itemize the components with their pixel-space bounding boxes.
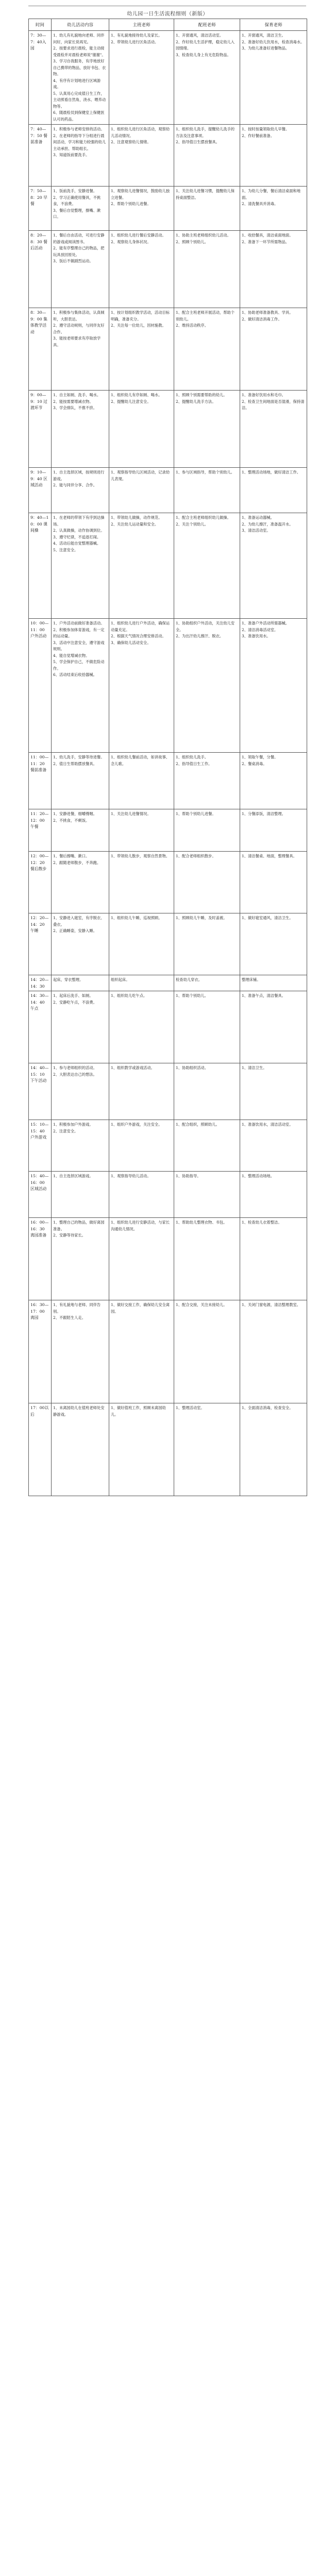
assistant-teacher-cell: 1、开窗通风，清洁活动室。 2、作好幼儿生活护理，稳定幼儿入园情绪。 3、检查幼儿身上有无危险物品。	[174, 31, 240, 125]
time-cell: 16：00—16：30 离园准备	[29, 1218, 52, 1300]
care-teacher-cell: 1、领取午餐，分餐。 2、餐桌消毒。	[240, 753, 307, 809]
lead-teacher-cell: 1、组织幼儿午睡，巡视照顾。	[109, 913, 174, 975]
time-cell: 14：20—14：30	[29, 975, 52, 991]
assistant-teacher-cell: 1、协助指导。	[174, 1172, 240, 1218]
care-teacher-cell: 1、整理活动场地。	[240, 1172, 307, 1218]
lead-teacher-cell: 1、组织幼儿进行安静活动，与家长沟通幼儿情况。	[109, 1218, 174, 1300]
lead-teacher-cell: 1、组织幼儿进行区角活动，观察幼儿活动情况。 2、注意观察幼儿情绪。	[109, 125, 174, 187]
table-row	[29, 809, 307, 852]
child-activity-cell: 1、幼儿有礼貌地向老师、同伴问好，向家长说再见。 2、按要求进行晨检，能主动接受晨检并对晨检老师说"谢谢"。 3、学习自我服务，有序地放好自己携带的物品，放好书包、衣物。 4、有序有计划地进行区域游戏。 5、认真用心完成值日生工作，主动照看自然角，浇水、喂养动物等。 6、随晨检员到保健室上保健医认可的药品。	[52, 31, 109, 125]
assistant-teacher-cell: 1、协助主班老师组织幼儿活动。 2、照顾个别幼儿。	[174, 231, 240, 308]
header-lead-teacher: 主班老师	[109, 19, 174, 31]
assistant-teacher-cell: 1、帮助个别幼儿进餐。	[174, 809, 240, 852]
care-teacher-cell: 1、准备运动器械。 2、为幼儿擦汗，准备温开水。 3、清洁活动室。	[240, 513, 307, 619]
time-cell: 12：00—12：20 餐后散步	[29, 852, 52, 913]
table-row	[29, 1403, 307, 1496]
child-activity-cell: 1、起床后洗手、如厕。 2、安静吃午点，不浪费。	[52, 991, 109, 1063]
lead-teacher-cell: 1、按计划组织教学活动，活动目标明确，准备充分。 2、关注每一位幼儿，因材施教。	[109, 308, 174, 391]
assistant-teacher-cell: 1、帮助个别幼儿。	[174, 991, 240, 1063]
table-row	[29, 125, 307, 187]
care-teacher-cell: 1、准备午点，清洁餐具。	[240, 991, 307, 1063]
care-teacher-cell: 1、收拾餐具，清洁桌面地面。 2、准备下一环节所需物品。	[240, 231, 307, 308]
time-cell: 9：40—10：00 课间操	[29, 513, 52, 619]
lead-teacher-cell: 1、做好交接工作，确保幼儿安全离园。	[109, 1300, 174, 1403]
child-activity-cell: 1、幼儿洗手，安静等待进餐。 2、值日生帮助摆放餐具。	[52, 753, 109, 809]
assistant-teacher-cell: 1、组织幼儿洗手，提醒幼儿洗手的方法及注意事项。 2、指导值日生摆放餐具。	[174, 125, 240, 187]
lead-teacher-cell: 1、组织幼儿有序如厕、喝水。 2、提醒幼儿注意安全。	[109, 391, 174, 468]
time-cell: 14：30—14：40 午点	[29, 991, 52, 1063]
lead-teacher-cell: 1、组织教学或游戏活动。	[109, 1063, 174, 1120]
time-cell: 7：40—7：50 餐前准备	[29, 125, 52, 187]
table-row	[29, 231, 307, 308]
assistant-teacher-cell: 1、帮助幼儿整理衣物、书包。	[174, 1218, 240, 1300]
care-teacher-cell: 1、协助老师准备教具、学具。 2、做好清洁消毒工作。	[240, 308, 307, 391]
lead-teacher-cell: 1、观察指导幼儿活动。	[109, 1172, 174, 1218]
table-row	[29, 753, 307, 809]
time-cell: 10：00—11：00 户外活动	[29, 619, 52, 753]
child-activity-cell: 1、积极参加户外游戏。 2、注意安全。	[52, 1120, 109, 1172]
lead-teacher-cell: 1、观察指导幼儿区域活动，记录幼儿表现。	[109, 468, 174, 513]
care-teacher-cell: 1、准备好饮用水和毛巾。 2、检查卫生间地面是否湿滑，保持清洁。	[240, 391, 307, 468]
care-teacher-cell: 1、关闭门窗电源，清洁整理教室。	[240, 1300, 307, 1403]
lead-teacher-cell: 1、组织幼儿进行餐后安静活动。 2、观察幼儿身体状况。	[109, 231, 174, 308]
assistant-teacher-cell: 1、组织幼儿洗手。 2、指导值日生工作。	[174, 753, 240, 809]
table-row	[29, 991, 307, 1063]
table-row	[29, 468, 307, 513]
care-teacher-cell: 1、开窗通风，清洁卫生。 2、准备好幼儿饮用水，检查消毒水。 3、为幼儿准备好进餐物品。	[240, 31, 307, 125]
assistant-teacher-cell: 1、协助组织户外活动，关注幼儿安全。 2、为出汗幼儿擦汗、脱衣。	[174, 619, 240, 753]
care-teacher-cell: 1、为幼儿分餐，餐后清洁桌面和地面。 2、清洗餐具并消毒。	[240, 187, 307, 231]
child-activity-cell: 1、有礼貌地与老师、同伴告别。 2、不跟陌生人走。	[52, 1300, 109, 1403]
time-cell: 8：20—8：30 餐后活动	[29, 231, 52, 308]
assistant-teacher-cell: 1、关注幼儿进餐习惯，提醒幼儿保持桌面整洁。	[174, 187, 240, 231]
child-activity-cell: 1、自主如厕、洗手、喝水。 2、能按需要增减衣物。 3、学会排队，不推不挤。	[52, 391, 109, 468]
time-cell: 16：30—17：00 离园	[29, 1300, 52, 1403]
table-row	[29, 1172, 307, 1218]
child-activity-cell: 1、积极参与集体活动，认真倾听，大胆表达。 2、遵守活动规则，与同伴友好合作。 3、能按老师要求有序取放学具。	[52, 308, 109, 391]
child-activity-cell: 1、安静进餐，细嚼慢咽。 2、不挑食，不剩饭。	[52, 809, 109, 852]
table-row	[29, 852, 307, 913]
child-activity-cell: 1、整理自己的物品，做好离园准备。 2、安静等待家长。	[52, 1218, 109, 1300]
child-activity-cell: 起床，穿衣整理。	[52, 975, 109, 991]
table-row	[29, 308, 307, 391]
child-activity-cell: 1、自主选择区域，按规则进行游戏。 2、能与同伴分享、合作。	[52, 468, 109, 513]
time-cell: 8：30—9：00 集体教学活动	[29, 308, 52, 391]
assistant-teacher-cell: 1、配合老师组织散步。	[174, 852, 240, 913]
assistant-teacher-cell: 1、配合组织，照顾幼儿。	[174, 1120, 240, 1172]
care-teacher-cell: 1、整理活动场地，做好清洁工作。	[240, 468, 307, 513]
lead-teacher-cell: 1、组织幼儿吃午点。	[109, 991, 174, 1063]
child-activity-cell: 1、户外活动前做好准备活动。 2、积极参加体育游戏，有一定的运动量。 3、活动中注意安全，遵守游戏规则。 4、能自觉增减衣物。 5、学会保护自己，不做危险动作。 6、活动结束后收拾器械。	[52, 619, 109, 753]
assistant-teacher-cell: 1、配合主班老师开展活动，帮助个别幼儿。 2、维持活动秩序。	[174, 308, 240, 391]
header-child-activity: 幼儿活动内容	[52, 19, 109, 31]
table-row	[29, 1120, 307, 1172]
care-teacher-cell: 整理床铺。	[240, 975, 307, 991]
child-activity-cell: 1、自主选择区域游戏。	[52, 1172, 109, 1218]
time-cell: 14：40—15：10 下午活动	[29, 1063, 52, 1120]
schedule-body	[29, 31, 307, 1496]
table-row	[29, 619, 307, 753]
child-activity-cell: 1、在老师的带领下有序到达操场。 2、认真做操，动作协调到位。 3、遵守纪律，不追逐打闹。 4、活动后能自觉整理器械。 5、注意安全。	[52, 513, 109, 619]
lead-teacher-cell: 组织起床。	[109, 975, 174, 991]
table-header-row	[29, 19, 307, 31]
time-cell: 7：50—8：20 早餐	[29, 187, 52, 231]
child-activity-cell: 1、安静进入寝室，有序脱衣、叠衣。 2、正确睡姿，安静入睡。	[52, 913, 109, 975]
table-row	[29, 975, 307, 991]
lead-teacher-cell: 1、组织幼儿餐前活动，如讲故事、念儿歌。	[109, 753, 174, 809]
table-row	[29, 513, 307, 619]
table-row	[29, 1218, 307, 1300]
schedule-table	[28, 19, 307, 1496]
document-title: 幼儿园一日生活流程细则（新版）	[127, 11, 208, 17]
assistant-teacher-cell: 检查幼儿穿衣。	[174, 975, 240, 991]
time-cell: 9：00—9：10 过渡环节	[29, 391, 52, 468]
header-time: 时间	[29, 19, 52, 31]
assistant-teacher-cell: 1、参与区域指导，帮助个别幼儿。	[174, 468, 240, 513]
child-activity-cell: 1、餐后自由活动，可进行安静的游戏或阅读图书。 2、能有序整理自己的物品，把玩具放回原处。 3、饭后不做剧烈运动。	[52, 231, 109, 308]
care-teacher-cell: 1、检查幼儿衣着整洁。	[240, 1218, 307, 1300]
table-row	[29, 187, 307, 231]
time-cell: 9：10—9：40 区域活动	[29, 468, 52, 513]
table-row	[29, 913, 307, 975]
assistant-teacher-cell: 1、协助组织活动。	[174, 1063, 240, 1120]
time-cell: 15：40—16：00 区域活动	[29, 1172, 52, 1218]
time-cell: 15：10—15：40 户外游戏	[29, 1120, 52, 1172]
header-care-teacher: 保育老师	[240, 19, 307, 31]
child-activity-cell: 1、参与老师组织的活动。 2、大胆表达自己的想法。	[52, 1063, 109, 1120]
lead-teacher-cell: 1、关注幼儿进餐情况。	[109, 809, 174, 852]
care-teacher-cell: 1、按时按量领取幼儿早餐。 2、作好餐前准备。	[240, 125, 307, 187]
table-row	[29, 31, 307, 125]
care-teacher-cell: 1、清洁卫生。	[240, 1063, 307, 1120]
table-row	[29, 391, 307, 468]
time-cell: 12：20—14：20 午睡	[29, 913, 52, 975]
assistant-teacher-cell: 1、配合交接，关注未接幼儿。	[174, 1300, 240, 1403]
table-row	[29, 1300, 307, 1403]
assistant-teacher-cell: 1、整理活动室。	[174, 1403, 240, 1496]
child-activity-cell: 1、饭前洗手，安静进餐。 2、学习正确使用餐具，不挑食，不浪费。 3、餐后自觉整理，擦嘴、漱口。	[52, 187, 109, 231]
assistant-teacher-cell: 1、照顾个别需要帮助的幼儿。 2、提醒幼儿洗手方法。	[174, 391, 240, 468]
assistant-teacher-cell: 1、照顾幼儿午睡，及时盖被。	[174, 913, 240, 975]
child-activity-cell: 1、积极参与老师安排的活动。 2、在老师的指导下分组进行晨间活动，学习和能力较强的幼儿主动承担、帮助组长。 3、知道饭前要洗手。	[52, 125, 109, 187]
care-teacher-cell: 1、做好寝室通风，清洁卫生。	[240, 913, 307, 975]
care-teacher-cell: 1、准备户外活动所需器械。 2、清洁消毒活动室。 3、准备饮用水。	[240, 619, 307, 753]
care-teacher-cell: 1、分餐添饭，清洁整理。	[240, 809, 307, 852]
care-teacher-cell: 1、全面清洁消毒，检查安全。	[240, 1403, 307, 1496]
lead-teacher-cell: 1、组织户外游戏，关注安全。	[109, 1120, 174, 1172]
assistant-teacher-cell: 1、配合主班老师组织幼儿做操。 2、关注个别幼儿。	[174, 513, 240, 619]
lead-teacher-cell: 1、有礼貌地接待幼儿及家长。 2、带领幼儿进行区角活动。	[109, 31, 174, 125]
lead-teacher-cell: 1、做好值班工作，照顾未离园幼儿。	[109, 1403, 174, 1496]
lead-teacher-cell: 1、观察幼儿进餐情况，鼓励幼儿独立进餐。 2、帮助个别幼儿进餐。	[109, 187, 174, 231]
child-activity-cell: 1、餐后擦嘴、漱口。 2、跟随老师散步，不奔跑。	[52, 852, 109, 913]
time-cell: 11：20—12：00 午餐	[29, 809, 52, 852]
child-activity-cell: 1、未离园幼儿在值班老师处安静游戏。	[52, 1403, 109, 1496]
lead-teacher-cell: 1、带领幼儿散步，观察自然景物。	[109, 852, 174, 913]
care-teacher-cell: 1、清洁餐桌、地面，整理餐具。	[240, 852, 307, 913]
time-cell: 11：00—11：20 餐前准备	[29, 753, 52, 809]
care-teacher-cell: 1、准备饮用水，清洁活动室。	[240, 1120, 307, 1172]
header-assistant-teacher: 配班老师	[174, 19, 240, 31]
lead-teacher-cell: 1、组织幼儿进行户外活动，确保运动量充足。 2、根据天气情况合理安排活动。 3、确保幼儿活动安全。	[109, 619, 174, 753]
table-row	[29, 1063, 307, 1120]
time-cell: 17：00以后	[29, 1403, 52, 1496]
lead-teacher-cell: 1、带领幼儿做操，动作规范。 2、关注幼儿运动量和安全。	[109, 513, 174, 619]
time-cell: 7：30—7：40入园	[29, 31, 52, 125]
